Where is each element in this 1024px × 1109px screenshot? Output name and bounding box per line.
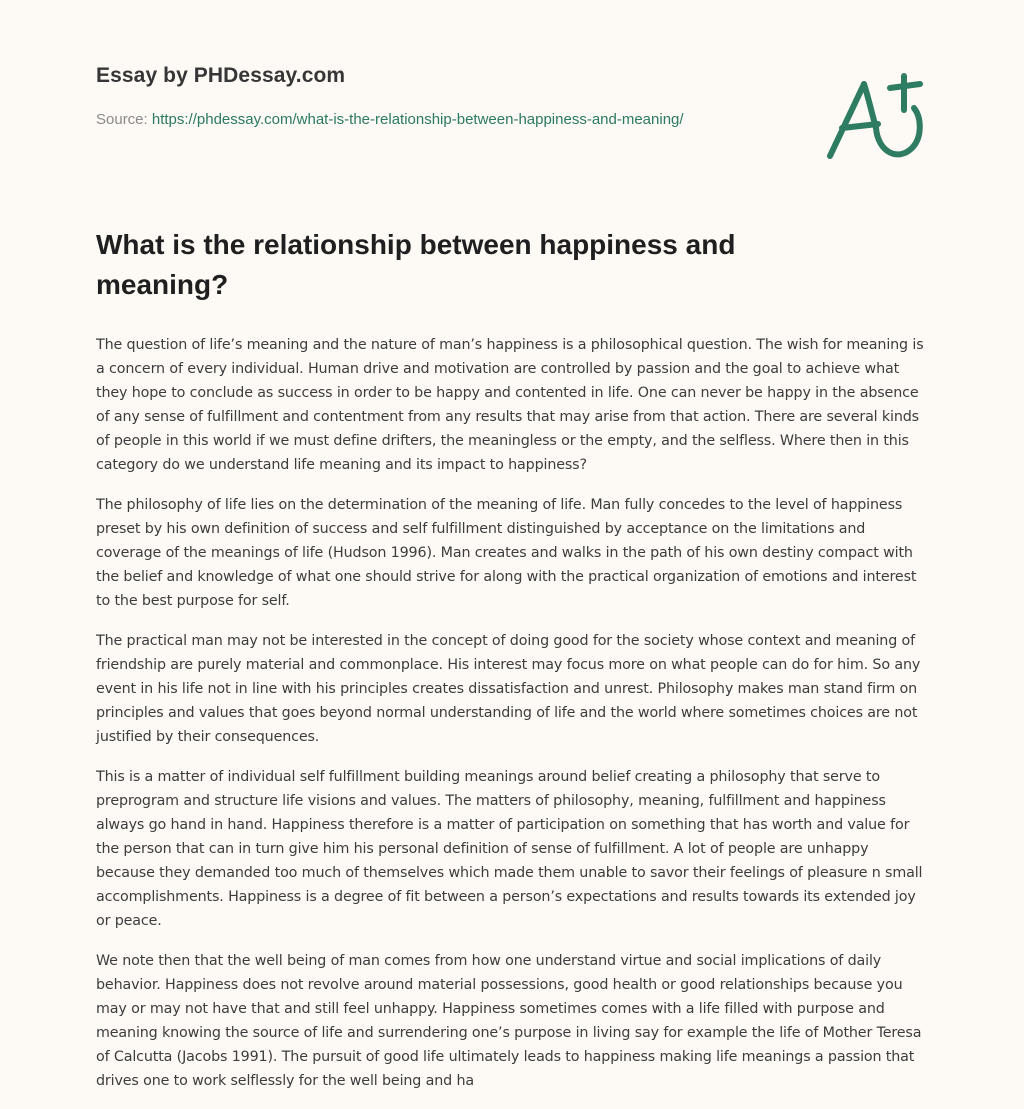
article-paragraph-3: The practical man may not be interested in the concept of doing good for the society whose context and meaning of friendship are purely material and commonplace. His interest may focus more on what people can do for him. So any event in his life not in line with his principles creates dissatisfaction and unrest. Philosophy makes man stand firm on principles and values that goes beyond normal understanding of life and the world where sometimes choices are not justified by their consequences. [96,633,921,745]
article-paragraph-2: The philosophy of life lies on the determination of the meaning of life. Man fully concedes to the level of happiness preset by his own definition of success and self fulfillment distinguished by acceptance on the limitations and coverage of the meanings of life (Hudson 1996). Man creates and walks in the path of his own destiny compact with the belief and knowledge of what one should strive for along with the practical organization of emotions and interest to the best purpose for self. [96,497,917,609]
article-title: What is the relationship between happiness and meaning? [96,229,736,300]
a-plus-grade-icon [818,66,938,170]
page-header [96,64,736,132]
article-paragraph-1: The question of life’s meaning and the nature of man’s happiness is a philosophical question. The wish for meaning is a concern of every individual. Human drive and motivation are controlled by passion and the goal to achieve what they hope to conclude as success in order to be happy and contented in life. One can never be happy in the absence of any sense of fulfillment and contentment from any results that may arise from that action. There are several kinds of people in this world if we must define drifters, the meaningless or the empty, and the selfless. Where then in this category do we understand life meaning and its impact to happiness? [96,337,924,473]
source-line [96,108,716,132]
source-link[interactable]: https://phdessay.com/what-is-the-relationship-between-happiness-and-meaning/ [151,111,684,128]
article-paragraph-5: We note then that the well being of man comes from how one understand virtue and social implications of daily behavior. Happiness does not revolve around material possessions, good health or good relationships because you may or may not have that and still feel unhappy. Happiness sometimes comes with a life filled with purpose and meaning knowing the source of life and surrendering one’s purpose in living say for example the life of Mother Teresa of Calcutta (Jacobs 1991). The pursuit of good life ultimately leads to happiness making life meanings a passion that drives one to work selflessly for the well being and ha [96,953,922,1089]
article [96,225,928,1109]
source-label: Source: [96,111,152,128]
article-paragraph-4: This is a matter of individual self fulfillment building meanings around belief creating a philosophy that serve to preprogram and structure life visions and values. The matters of philosophy, meaning, fulfillment and happiness always go hand in hand. Happiness therefore is a matter of participation on something that has worth and value for the person that can in turn give him his personal definition of sense of fulfillment. A lot of people are unhappy because they demanded too much of themselves which made them unable to savor their feelings of pleasure n small accomplishments. Happiness is a degree of fit between a person’s expectations and results towards its extended joy or peace. [96,769,923,929]
site-title: Essay by PHDessay.com [96,64,346,87]
